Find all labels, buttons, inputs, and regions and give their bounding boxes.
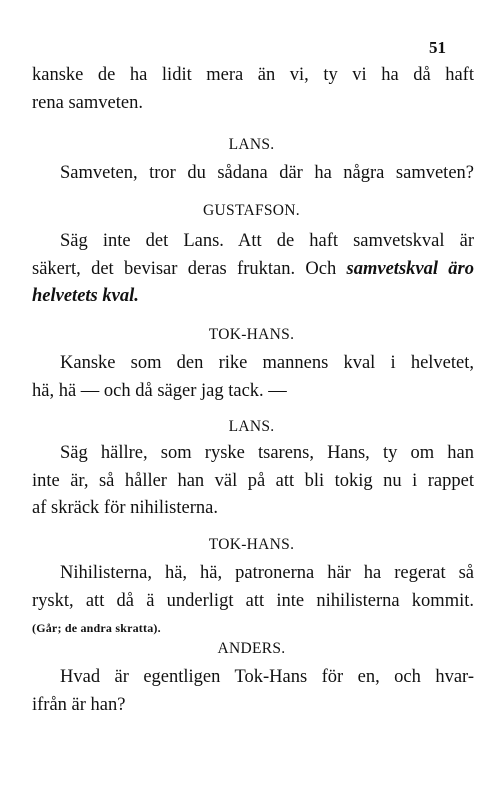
speaker-name: GUSTAFSON.	[203, 202, 300, 219]
text-line: kanske de ha lidit mera än vi, ty vi ha då haft	[32, 65, 474, 85]
dialogue-gustafson	[32, 228, 474, 311]
italic-line: helvetets kval.	[32, 286, 139, 306]
text-line: Nihilisterna, hä, hä, patronerna här ha regerat så	[60, 563, 474, 583]
text-line: Säg inte det Lans. Att de haft samvetskval är	[60, 231, 474, 251]
dialogue-lans-2	[32, 440, 474, 523]
text-line: Säg hällre, som ryske tsarens, Hans, ty om han	[60, 443, 474, 463]
text-line: af skräck för nihilisterna.	[32, 498, 218, 518]
text-line	[32, 256, 474, 284]
dialogue-anders	[32, 664, 474, 719]
dialogue-tokhans-2	[32, 560, 474, 643]
text-line: hä, hä — och då säger jag tack. —	[32, 380, 287, 401]
speaker-name: TOK-HANS.	[208, 326, 295, 343]
text-line-part: säkert, det bevisar deras fruktan. Och	[32, 258, 337, 279]
dialogue-tokhans-1	[32, 350, 474, 405]
speaker-name: TOK-HANS.	[208, 536, 295, 553]
stage-direction: (Går; de andra skratta).	[32, 621, 161, 635]
page-number: 51	[429, 38, 446, 57]
paragraph-opening	[32, 62, 474, 117]
text-line: ifrån är han?	[32, 694, 126, 715]
text-line: rena samveten.	[32, 92, 143, 113]
speaker-name: LANS.	[228, 418, 275, 435]
dialogue-lans-1	[32, 160, 474, 188]
speaker-name: LANS.	[228, 136, 275, 153]
text-line: Samveten, tror du sådana där ha några samveten?	[60, 163, 474, 183]
italic-phrase: samvetskval äro	[346, 258, 474, 279]
text-line: inte är, så håller han väl på att bli tokig nu i rappet	[32, 470, 474, 491]
speaker-name: ANDERS.	[217, 640, 286, 657]
text-line: Kanske som den rike mannens kval i helvetet,	[60, 353, 474, 373]
text-line: Hvad är egentligen Tok-Hans för en, och hvar-	[60, 667, 474, 687]
text-line: ryskt, att då ä underligt att inte nihilisterna kommit.	[32, 590, 474, 611]
